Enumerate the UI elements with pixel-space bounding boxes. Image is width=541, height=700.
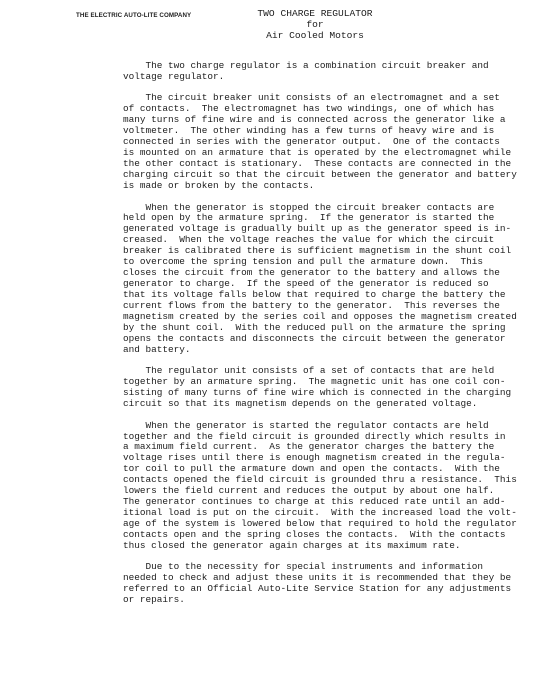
text-line: to overcome the spring tension and pull the armature down. This [123,256,484,268]
text-line: a maximum field current. As the generator charges the battery the [123,441,495,453]
text-line: connected in series with the generator output. One of the contacts [123,136,500,148]
text-line: The regulator unit consists of a set of contacts that are held [123,365,495,377]
paragraph [123,61,503,83]
text-line: creased. When the voltage reaches the value for which the circuit [123,234,495,246]
text-line: is mounted on an armature that is operated by the electromagnet while [123,147,512,159]
text-line: generated voltage is gradually built up as the generator speed is in- [123,223,512,235]
text-line: and battery. [123,343,191,355]
document-title [250,9,380,42]
text-line: by the shunt coil. With the reduced pull on the armature the spring [123,321,506,333]
text-line: thus closed the generator again charges at its maximum rate. [123,539,461,551]
text-line: referred to an Official Auto-Lite Service Station for any adjustments [123,583,512,595]
text-line: opens the contacts and disconnects the circuit between the generator [123,332,506,344]
text-line: When the generator is started the regulator contacts are held [123,419,489,431]
text-line: Due to the necessity for special instruments and information [123,561,484,573]
text-line: needed to check and adjust these units it is recommended that they be [123,572,512,584]
text-line: magnetism created by the series coil and opposes the magnetism created [123,310,517,322]
text-line: charging circuit so that the circuit between the generator and battery [123,169,517,181]
text-line: together and the field circuit is grounded directly which results in [123,430,506,442]
text-line: sisting of many turns of fine wire which is connected in the charging [123,387,512,399]
paragraph [123,419,517,552]
text-line: closes the circuit from the generator to the battery and allows the [123,267,500,279]
text-line: many turns of fine wire and is connected across the generator like a [123,114,506,126]
paragraph [123,92,517,191]
title-line: TWO CHARGE REGULATOR [257,8,373,19]
text-line: tor coil to pull the armature down and open the contacts. With the [123,463,500,475]
text-line: voltage rises until there is enough magnetism created in the regula- [123,452,506,464]
text-line: generator to charge. If the speed of the generator is reduced so [123,278,489,290]
title-line: Air Cooled Motors [266,29,364,41]
text-line: When the generator is stopped the circuit breaker contacts are [123,201,495,213]
document-body [123,60,517,617]
paragraph [123,561,512,606]
text-line: itional load is put on the circuit. With the increased load the volt- [123,507,517,519]
text-line: contacts opened the field circuit is grounded thru a resistance. This [123,474,517,486]
company-name: THE ELECTRIC AUTO-LITE COMPANY [76,12,192,19]
text-line: voltage regulator. [123,70,225,82]
text-line: age of the system is lowered below that required to hold the regulator [123,518,517,529]
text-line: current flows from the battery to the generator. This reverses the [123,299,500,311]
text-line: the other contact is stationary. These contacts are connected in the [123,158,512,170]
title-line: for [306,18,324,30]
text-line: The generator continues to charge at this reduced rate until an add- [123,496,506,508]
text-line: that its voltage falls below that required to charge the battery the [123,289,506,300]
text-line: voltmeter. The other winding has a few turns of heavy wire and is [123,125,495,137]
text-line: of contacts. The electromagnet has two windings, one of which has [123,103,495,115]
text-line: held open by the armature spring. If the generator is started the [123,212,495,224]
paragraph [123,365,512,410]
text-line: lowers the field current and reduces the output by about one half. [123,485,495,497]
text-line: The two charge regulator is a combination circuit breaker and [123,60,489,71]
text-line: is made or broken by the contacts. [123,179,315,191]
text-line: breaker is calibrated there is sufficient magnetism in the shunt coil [123,245,512,257]
text-line: The circuit breaker unit consists of an electromagnet and a set [123,92,500,104]
paragraph [123,201,517,356]
text-line: contacts open and the spring closes the contacts. With the contacts [123,528,506,540]
text-line: or repairs. [123,594,185,606]
text-line: together by an armature spring. The magnetic unit has one coil con- [123,376,506,388]
text-line: circuit so that its magnetism depends on the generated voltage. [123,398,478,410]
